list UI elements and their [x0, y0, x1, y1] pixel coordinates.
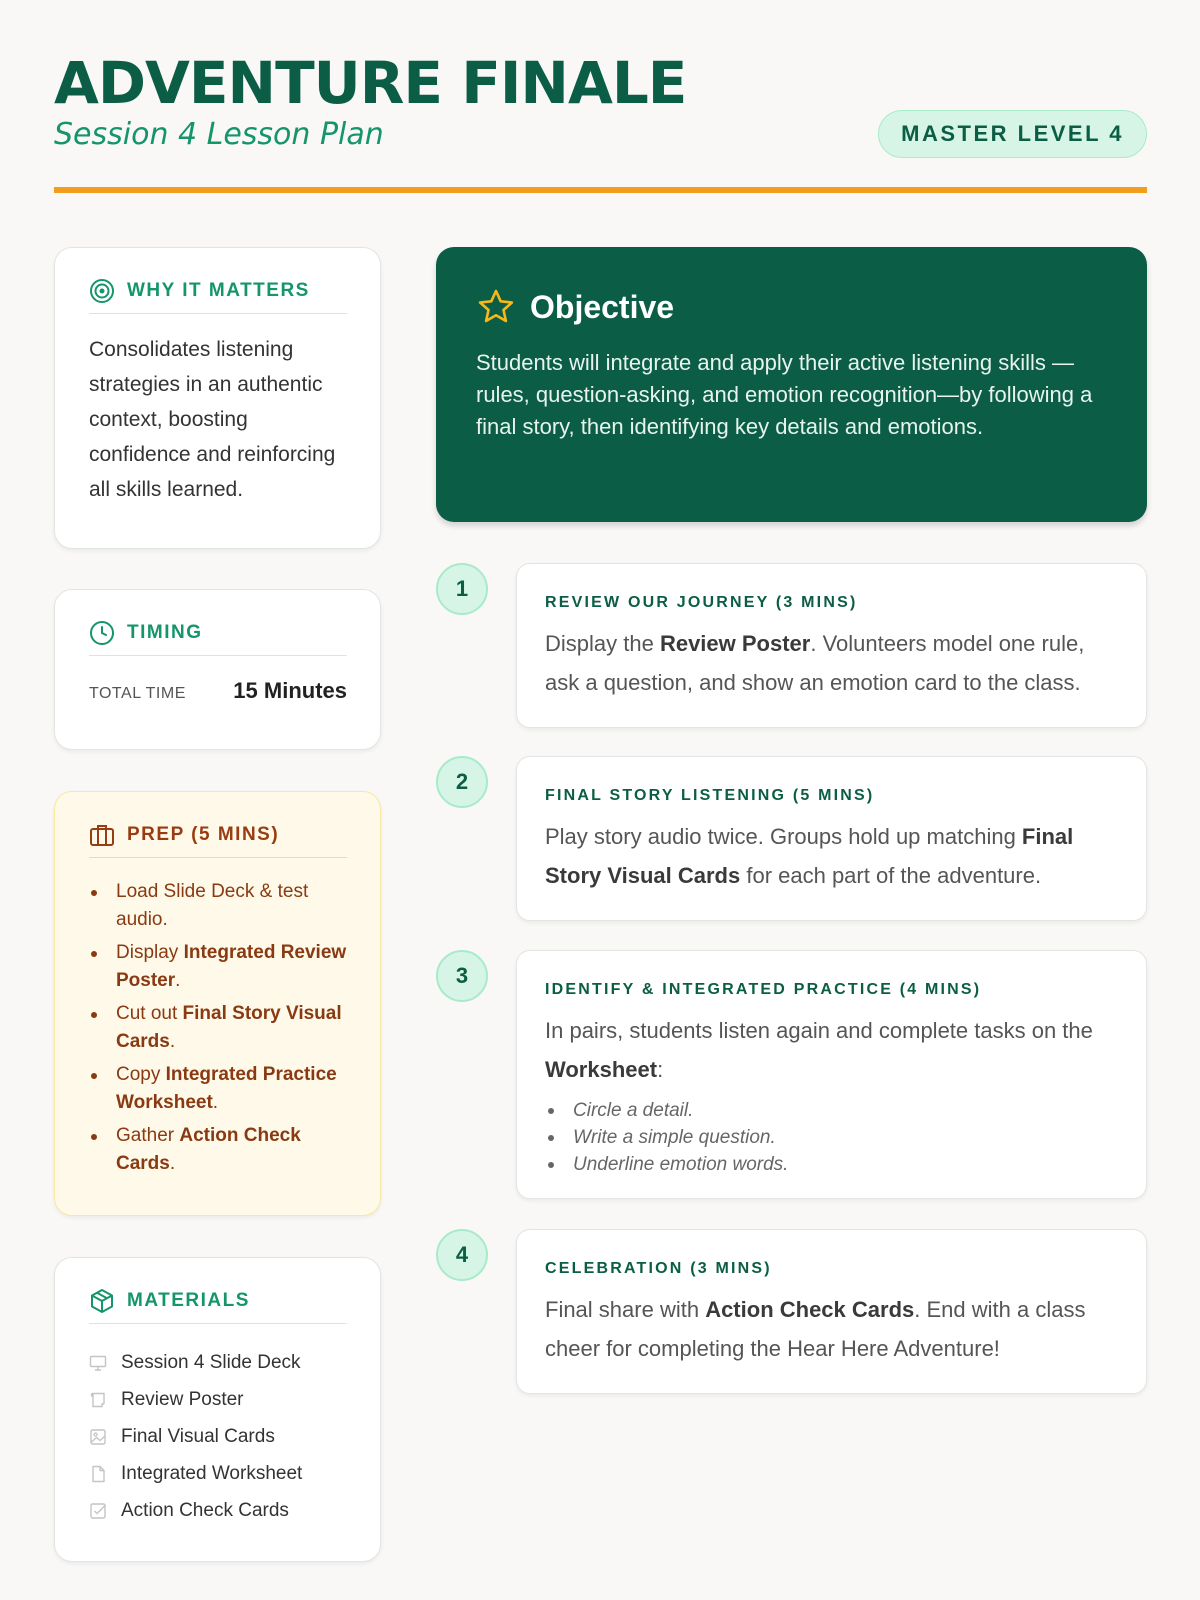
material-item: Action Check Cards: [89, 1492, 347, 1529]
why-it-matters-text: Consolidates listening strategies in an authentic context, boosting confidence and reinforcing all skills learned.: [89, 338, 336, 501]
step-card-1: [516, 563, 1147, 728]
presentation-icon: [89, 1354, 107, 1372]
document-icon: [89, 1465, 107, 1483]
prep-item: Display Integrated Review Poster.: [89, 939, 347, 995]
task-item: Write a simple question.: [545, 1124, 1118, 1151]
target-icon: [89, 278, 115, 304]
material-item: Final Visual Cards: [89, 1418, 347, 1455]
materials-card: [54, 1257, 381, 1562]
step-text: Play story audio twice. Groups hold up matching Final Story Visual Cards for each part of the adventure.: [545, 824, 1074, 888]
prep-list: [89, 878, 347, 1178]
total-time-row: [89, 678, 347, 704]
task-item: Underline emotion words.: [545, 1151, 1118, 1178]
step-number-4: 4: [436, 1229, 488, 1281]
total-time-value: 15 Minutes: [233, 678, 347, 703]
header-divider: [54, 187, 1147, 193]
materials-header: [89, 1288, 347, 1324]
prep-item: Load Slide Deck & test audio.: [89, 878, 347, 934]
task-item: Circle a detail.: [545, 1097, 1118, 1124]
checkbox-icon: [89, 1502, 107, 1520]
package-icon: [89, 1288, 115, 1314]
page-title: ADVENTURE FINALE: [54, 49, 687, 117]
briefcase-icon: [89, 822, 115, 848]
step-number-1: 1: [436, 563, 488, 615]
material-item: Review Poster: [89, 1381, 347, 1418]
star-icon: [476, 287, 516, 327]
timing-title: TIMING: [127, 622, 203, 643]
objective-title: Objective: [530, 288, 675, 325]
step-task-list: [545, 1097, 1118, 1178]
material-item: Integrated Worksheet: [89, 1455, 347, 1492]
page-header: [54, 50, 1147, 194]
prep-item: Cut out Final Story Visual Cards.: [89, 1000, 347, 1056]
why-it-matters-title: WHY IT MATTERS: [127, 280, 310, 301]
timing-card: [54, 589, 381, 750]
level-badge: MASTER LEVEL 4: [878, 110, 1147, 158]
step-text: Final share with Action Check Cards. End with a class cheer for completing the Hear Here Adventure!: [545, 1297, 1086, 1361]
step-text: In pairs, students listen again and complete tasks on the Worksheet:: [545, 1018, 1093, 1082]
step-card-4: [516, 1229, 1147, 1394]
material-item: Session 4 Slide Deck: [89, 1344, 347, 1381]
materials-title: MATERIALS: [127, 1290, 250, 1311]
total-time-label: TOTAL TIME: [89, 685, 186, 702]
step-number-3: 3: [436, 950, 488, 1002]
prep-card: [54, 791, 381, 1216]
prep-header: [89, 822, 347, 858]
step-heading: IDENTIFY & INTEGRATED PRACTICE (4 MINS): [545, 981, 982, 998]
step-card-3: [516, 950, 1147, 1199]
step-heading: FINAL STORY LISTENING (5 MINS): [545, 787, 875, 804]
materials-list: [89, 1344, 347, 1529]
image-icon: [89, 1428, 107, 1446]
clock-icon: [89, 620, 115, 646]
objective-card: [436, 247, 1147, 522]
step-heading: CELEBRATION (3 MINS): [545, 1260, 772, 1277]
prep-item: Gather Action Check Cards.: [89, 1122, 347, 1178]
objective-text: Students will integrate and apply their active listening skills —rules, question-asking, and emotion recognition—by following a final story, then identifying key details and emotions.: [476, 350, 1093, 439]
prep-title: PREP (5 MINS): [127, 824, 280, 845]
objective-header: [476, 287, 1107, 327]
timing-header: [89, 620, 347, 656]
step-text: Display the Review Poster. Volunteers model one rule, ask a question, and show an emotion card to the class.: [545, 631, 1085, 695]
step-heading: REVIEW OUR JOURNEY (3 MINS): [545, 594, 858, 611]
prep-item: Copy Integrated Practice Worksheet.: [89, 1061, 347, 1117]
scroll-icon: [89, 1391, 107, 1409]
page-subtitle: Session 4 Lesson Plan: [54, 117, 384, 152]
why-it-matters-card: [54, 247, 381, 549]
why-it-matters-header: [89, 278, 347, 314]
step-number-2: 2: [436, 756, 488, 808]
step-card-2: [516, 756, 1147, 921]
